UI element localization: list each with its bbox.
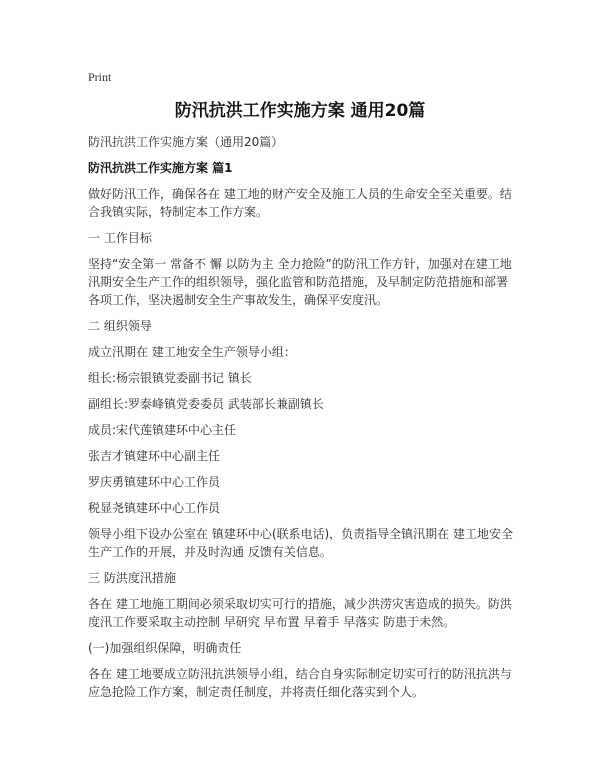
member-line: 副组长:罗泰峰镇党委委员 武装部长兼副镇长 <box>88 397 324 411</box>
paragraph: 做好防汛工作，确保各在 建工地的财产安全及施工人员的生命安全至关重要。结合我镇实际，特制定本工作方案。 <box>88 187 512 219</box>
member-line: 张吉才镇建环中心副主任 <box>88 449 221 463</box>
member-line: 成员:宋代莲镇建环中心主任 <box>88 423 237 437</box>
paragraph: 防汛抗洪工作实施方案（通用20篇） <box>88 135 284 149</box>
page-title: 防汛抗洪工作实施方案 通用20篇 <box>174 101 426 121</box>
section-heading: 一 工作目标 <box>88 231 152 245</box>
section-heading: 防汛抗洪工作实施方案 篇1 <box>88 161 233 175</box>
document-body <box>88 133 516 709</box>
member-line: 税显尧镇建环中心工作员 <box>88 501 221 515</box>
paragraph: 各在 建工地施工期间必须采取切实可行的措施，减少洪涝灾害造成的损失。防洪度汛工作要采取主动控制 早研究 早布置 早着手 早落实 防患于未然。 <box>88 597 512 629</box>
section-heading: 三 防洪度汛措施 <box>88 571 176 585</box>
member-line: 罗庆勇镇建环中心工作员 <box>88 475 221 489</box>
section-heading: 二 组织领导 <box>88 319 152 333</box>
subsection-heading: (一)加强组织保障，明确责任 <box>88 641 242 655</box>
print-link[interactable]: Print <box>88 70 112 84</box>
paragraph: 成立汛期在 建工地安全生产领导小组： <box>88 345 296 359</box>
member-line: 组长:杨宗银镇党委副书记 镇长 <box>88 371 252 385</box>
paragraph: 坚持“安全第一 常备不 懈 以防为主 全力抢险”的防汛工作方针，加强对在建工地汛期安全生产工作的组织领导，强化监管和防范措施，及早制定防范措施和部署各项工作，坚决遏制安全生产事故发生，确保平安度汛。 <box>88 257 512 307</box>
paragraph: 领导小组下设办公室在 镇建环中心(联系电话)，负责指导全镇汛期在 建工地安全生产工作的开展，并及时沟通 反馈有关信息。 <box>88 527 513 559</box>
paragraph: 各在 建工地要成立防汛抗洪领导小组，结合自身实际制定切实可行的防汛抗洪与应急抢险工作方案，制定责任制度，并将责任细化落实到个人。 <box>88 667 512 699</box>
